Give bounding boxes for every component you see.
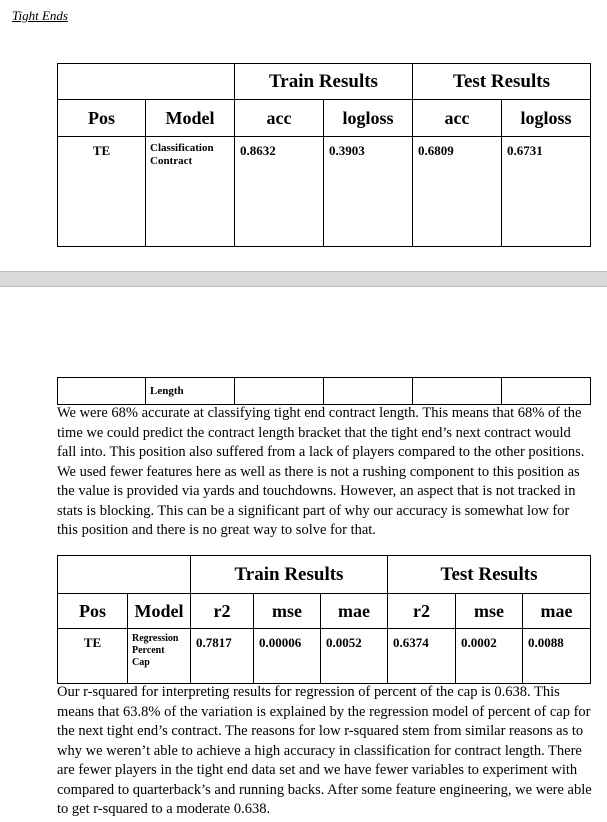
blank-header-cell	[58, 556, 191, 594]
col-header-pos: Pos	[58, 100, 146, 137]
cell-empty	[413, 378, 502, 405]
train-results-header: Train Results	[191, 556, 388, 594]
cell-train-logloss: 0.3903	[324, 137, 413, 247]
model-line: Regression	[132, 633, 179, 644]
blank-header-cell	[58, 64, 235, 100]
col-header-test-r2: r2	[388, 594, 456, 629]
model-line: Contract	[150, 155, 193, 167]
cell-model	[128, 629, 191, 684]
page-break	[0, 271, 607, 287]
col-header-train-logloss: logloss	[324, 100, 413, 137]
cell-empty	[235, 378, 324, 405]
cell-model-cont: Length	[146, 378, 235, 405]
cell-test-mae: 0.0088	[523, 629, 591, 684]
col-header-pos: Pos	[58, 594, 128, 629]
test-results-header: Test Results	[388, 556, 591, 594]
col-header-test-acc: acc	[413, 100, 502, 137]
section-heading: Tight Ends	[12, 8, 68, 23]
cell-pos: TE	[58, 137, 146, 247]
cell-pos-cont	[58, 378, 146, 405]
cell-test-acc: 0.6809	[413, 137, 502, 247]
model-line: Classification	[150, 142, 214, 154]
col-header-train-mse: mse	[254, 594, 321, 629]
model-line: Percent	[132, 645, 165, 656]
cell-train-r2: 0.7817	[191, 629, 254, 684]
col-header-train-acc: acc	[235, 100, 324, 137]
cell-train-acc: 0.8632	[235, 137, 324, 247]
table-row	[58, 378, 591, 405]
table-row	[58, 137, 591, 247]
paragraph-text: Our r-squared for interpreting results for regression of percent of the cap is 0.638. This means that 63.8% of the variation is explained by the regression model of percent of cap for the next tight end’s contract. The reasons for low r-squared stem from similar reasons as to why we weren’t able to achieve a high accuracy in classification for contract length. There are fewer players in the tight end data set and we have fewer variables to experiment with compared to quarterback’s and running backs. After some feature engineering, we were able to get r-squared to a moderate 0.638.	[57, 684, 592, 817]
classification-results-table	[57, 63, 591, 247]
paragraph-regression	[57, 683, 593, 820]
cell-test-r2: 0.6374	[388, 629, 456, 684]
col-header-test-mse: mse	[456, 594, 523, 629]
paragraph-classification	[57, 404, 593, 541]
col-header-test-mae: mae	[523, 594, 591, 629]
table-row	[58, 629, 591, 684]
cell-train-mse: 0.00006	[254, 629, 321, 684]
col-header-model: Model	[146, 100, 235, 137]
col-header-model: Model	[128, 594, 191, 629]
classification-results-table-continued	[57, 377, 591, 405]
cell-train-mae: 0.0052	[321, 629, 388, 684]
model-line: Cap	[132, 657, 150, 668]
cell-empty	[324, 378, 413, 405]
cell-pos: TE	[58, 629, 128, 684]
test-results-header: Test Results	[413, 64, 591, 100]
col-header-train-mae: mae	[321, 594, 388, 629]
col-header-train-r2: r2	[191, 594, 254, 629]
cell-model	[146, 137, 235, 247]
train-results-header: Train Results	[235, 64, 413, 100]
paragraph-text: We were 68% accurate at classifying tight end contract length. This means that 68% of the time we could predict the contract length bracket that the tight end’s next contract would fall into. This position also suffered from a lack of players compared to the other positions. We used fewer features here as well as there is not a rushing component to this position as the value is provided via yards and touchdowns. However, an aspect that is not tracked in stats is blocking. This can be a significant part of why our accuracy is somewhat low for this position and there is no great way to solve for that.	[57, 405, 585, 538]
cell-test-mse: 0.0002	[456, 629, 523, 684]
col-header-test-logloss: logloss	[502, 100, 591, 137]
cell-test-logloss: 0.6731	[502, 137, 591, 247]
regression-results-table	[57, 555, 591, 684]
cell-empty	[502, 378, 591, 405]
